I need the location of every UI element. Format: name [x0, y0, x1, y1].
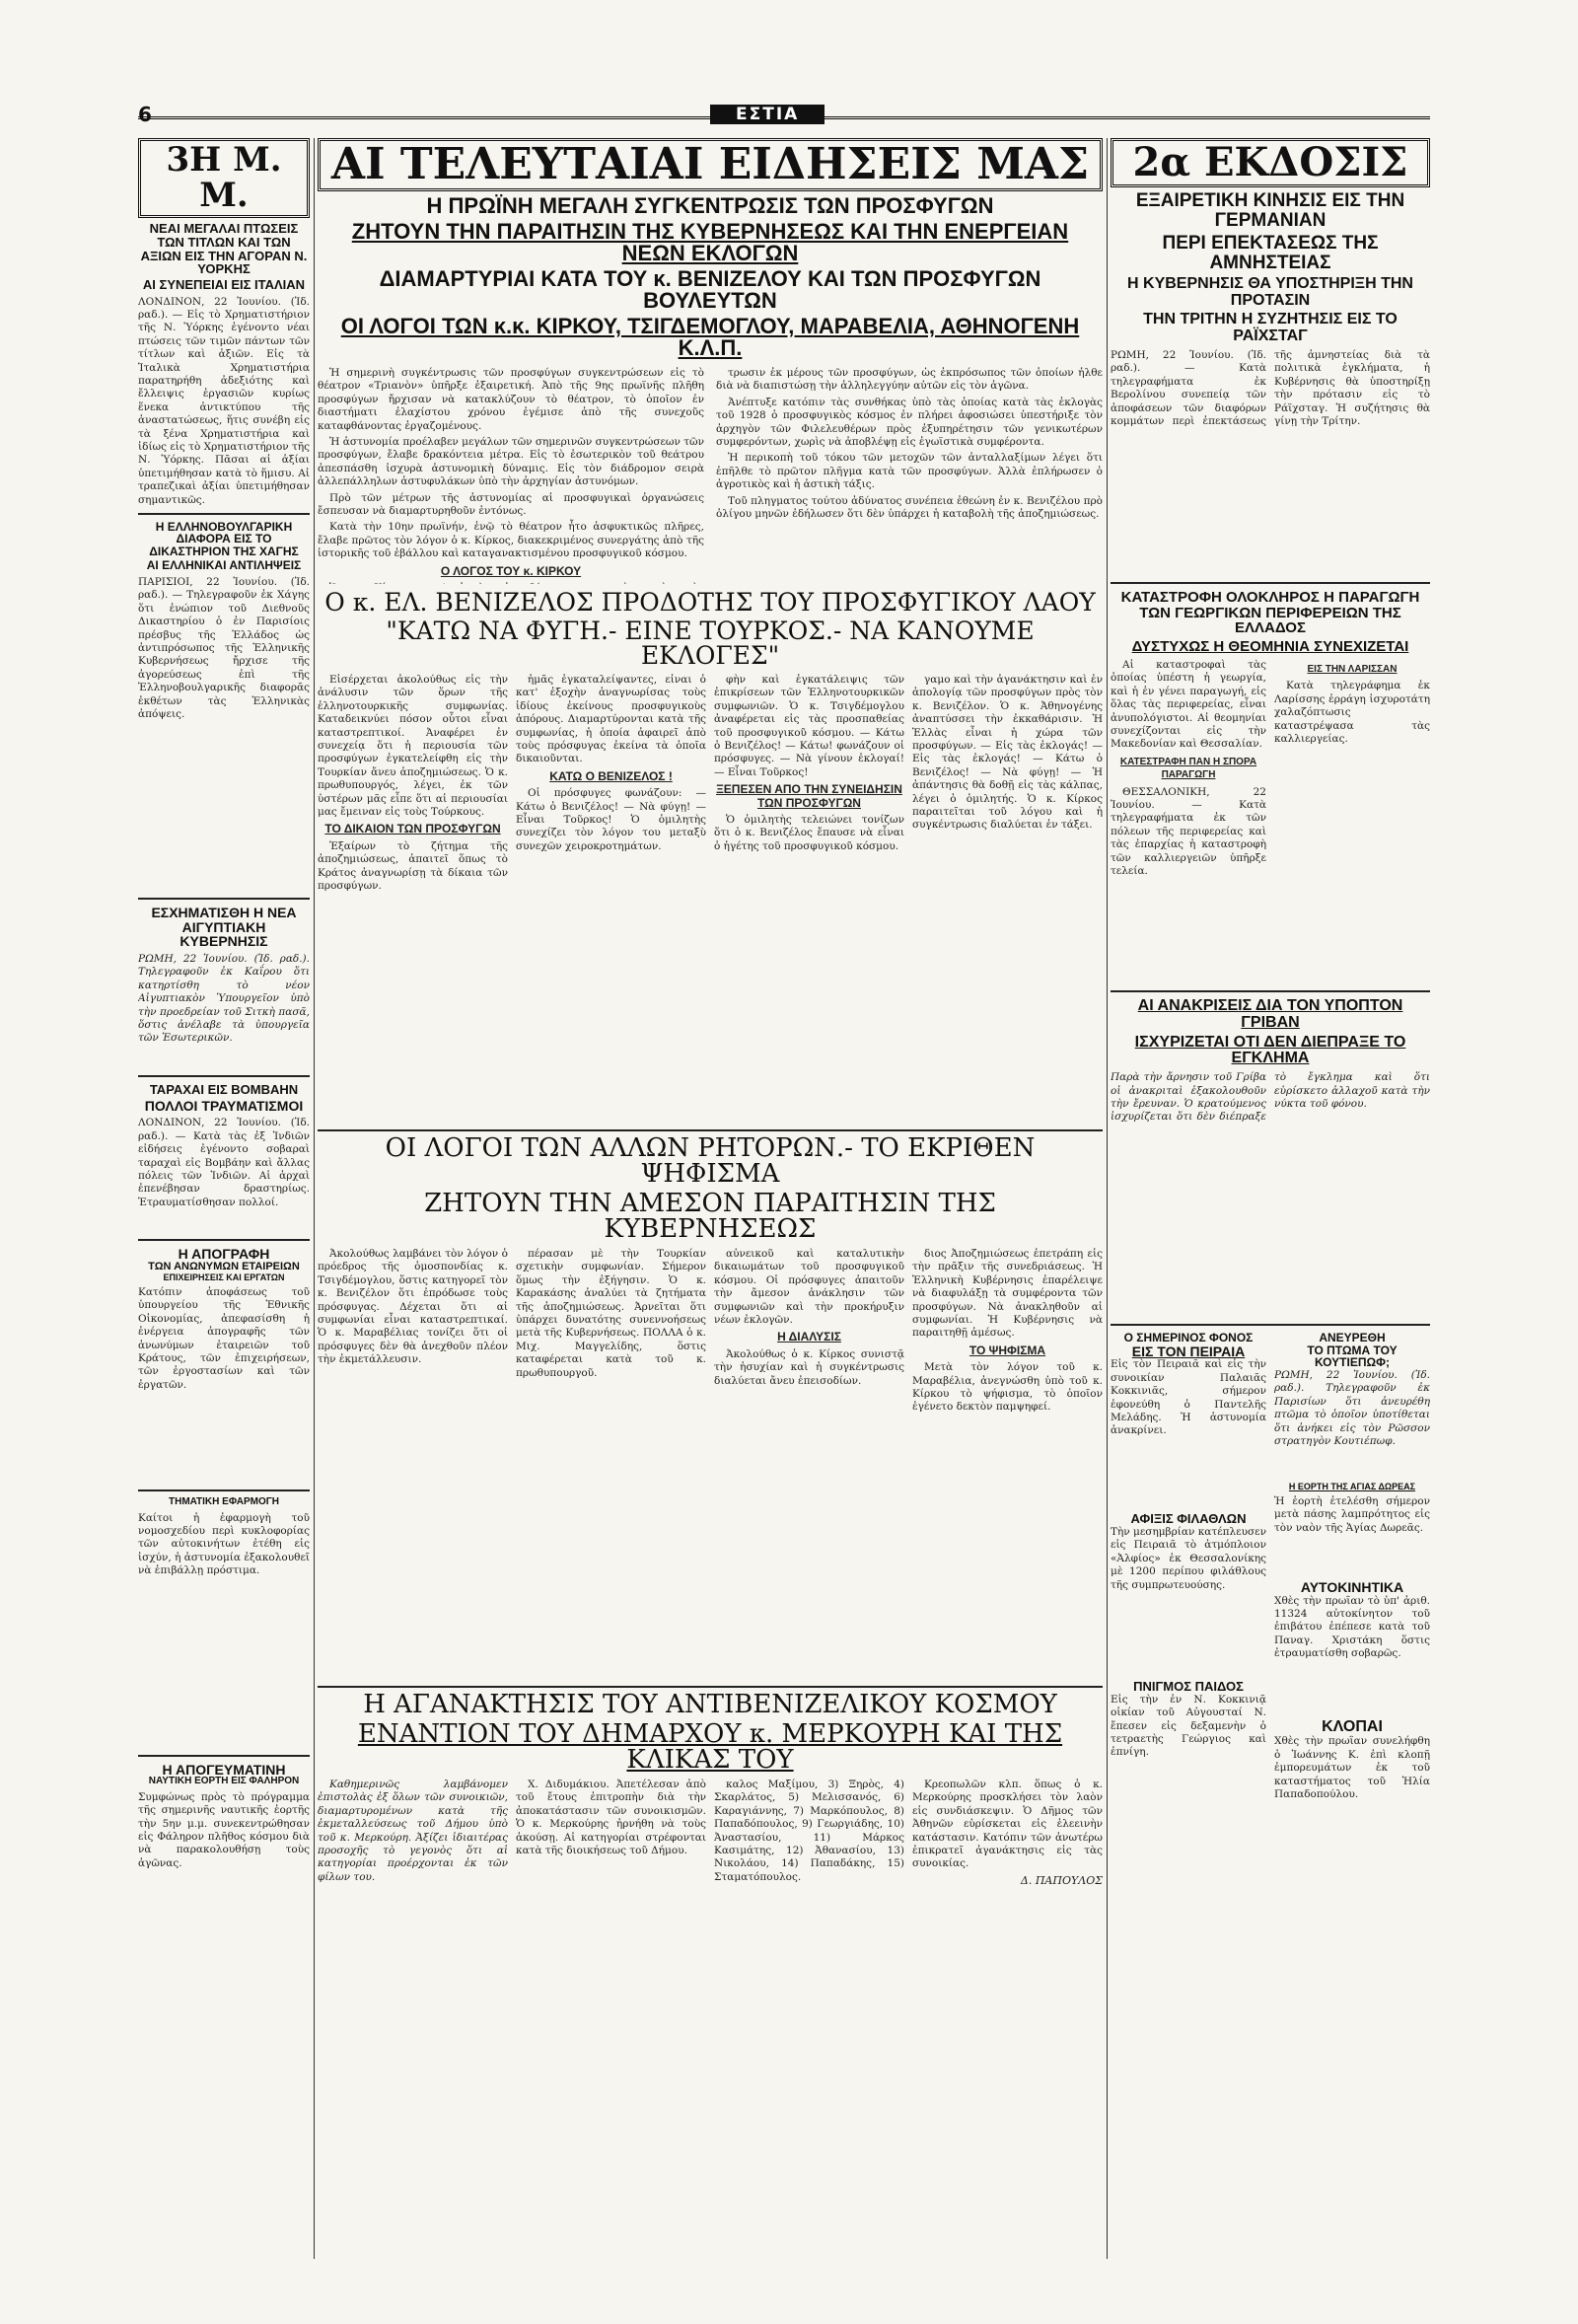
section-banner: ΕΝΑΝΤΙΟΝ ΤΟΥ ΔΗΜΑΡΧΟΥ κ. ΜΕΡΚΟΥΡΗ ΚΑΙ ΤΗΣ ΚΛΙΚΑΣ ΤΟΥ	[357, 1719, 1063, 1775]
column-divider	[1107, 138, 1108, 2259]
article-column	[1274, 1332, 1430, 2101]
deck-headline: Η ΠΡΩΪΝΗ ΜΕΓΑΛΗ ΣΥΓΚΕΝΤΡΩΣΙΣ ΤΩΝ ΠΡΟΣΦΥΓΩΝ	[426, 193, 994, 218]
headline: ΠΝΙΓΜΟΣ ΠΑΙΔΟΣ	[1133, 1679, 1244, 1695]
article-text: Εἰς τὸν Πειραιᾶ καὶ εἰς τὴν συνοικίαν Παλαιᾶς Κοκκινιᾶς, σήμερον ἐφονεύθη ὁ Παντελῆς Μελάδης. Ἡ ἀστυνομία ἀνακρίνει.	[1111, 1358, 1266, 1437]
article-text: Ἡ ἑορτὴ ἐτελέσθη σήμερον μετὰ πάσης λαμπρότητος εἰς τὸν ναὸν τῆς Ἁγίας Δωρεᾶς.	[1274, 1494, 1430, 1534]
divider	[138, 1075, 310, 1077]
subheadline: ΑΙ ΣΥΝΕΠΕΙΑΙ ΕΙΣ ΙΤΑΛΙΑΝ	[142, 276, 306, 292]
headline: ΚΛΟΠΑΙ	[1322, 1717, 1383, 1735]
article-column: πέρασαν μὲ τὴν Τουρκίαν σχετικὴν συμφωνίαν. Σήμερον ὅμως τὴν ἐξήγησιν. Ὁ κ. Καρακάσης ἀναλύει τὰ ζητήματα τῆς ἀποζημιώσεως. Ἀρνεῖται ὅτι ὑπάρχει δυνατότης συνεννοήσεως μετὰ τῆς Κυβερνήσεως. ΠΟΛΛΑ ὁ κ. Μιχ. Μαγγελίδης, ὅστις καταφέρεται κατὰ τοῦ κ. πρωθυπουργοῦ.	[516, 1248, 706, 1379]
left-column	[138, 138, 310, 2259]
article-text: Χθὲς τὴν πρωΐαν τὸ ὑπ' ἀριθ. 11324 αὐτοκίνητον τοῦ ἐπιβάτου ἐπέπεσε κατὰ τοῦ Παναγ. Χριστάκη ὅστις ἐτραυματίσθη σοβαρῶς.	[1274, 1594, 1430, 1660]
lower-right	[1111, 1332, 1430, 2101]
headline: ΑΝΕΥΡΕΘΗ	[1319, 1332, 1386, 1345]
article-column: Κρεοπωλῶν κλπ. ὅπως ὁ κ. Μερκούρης προσκλήσει τὸν λαὸν εἰς συνδιάσκεψιν. Ὁ Δῆμος τῶν Ἀθηνῶν εὑρίσκεται εἰς ἐλεεινὴν κατάστασιν. Κατόπιν τῶν ἀνωτέρω ἐπικρατεῖ ἀγανάκτησις εἰς τὰς συνοικίας. Δ. ΠΑΠΟΥΛΟΣ	[912, 1779, 1103, 1887]
article-text: Κατόπιν ἀποφάσεως τοῦ ὑπουργείου τῆς Ἐθνικῆς Οἰκονομίας, ἀπεφασίσθη ἡ ἐνέργεια ἀπογραφῆς τῶν ἀνωνύμων ἑταιρειῶν τοῦ Κράτους, τῶν ἐπιχειρήσεων, τῶν ἐργοστασίων καὶ τῶν ἐργατῶν.	[138, 1286, 310, 1391]
article-column: ΕΙΣ ΤΗΝ ΛΑΡΙΣΣΑΝ Κατὰ τηλεγράφημα ἐκ Λαρίσσης ἐρράγη ἰσχυροτάτη χαλαζόπτωσις καταστρέψασα τὰς καλλιεργείας.	[1274, 663, 1430, 745]
article-column: γαμο καὶ τὴν ἀγανάκτησιν καὶ ἐν ἀπολογίᾳ τῶν προσφύγων πρὸς τὸν κ. Βενιζέλον. Ὁ κ. Ἀθηνογένης ἀναπτύσσει τὴν ἐκκαθάρισιν. Ἡ Ἑλλὰς εἶναι ἡ χώρα τῶν προσφύγων. — Εἰς τὰς ἐκλογάς! — Εἰς τὰς ἐκλογάς! — Κάτω ὁ Βενιζέλος! — Νὰ φύγῃ! — Ἡ ἀπάντησις θὰ δοθῇ εἰς τὰς κάλπας, λέγει ὁ ὁμιλητής. Ὁ κ. Κίρκος παραιτεῖται τοῦ λόγου καὶ ἡ συγκέντρωσις διαλύεται ἐν τάξει.	[912, 674, 1103, 832]
divider	[138, 513, 310, 515]
article-column: Εἰσέρχεται ἀκολούθως εἰς τὴν ἀνάλυσιν τῶν ὅρων τῆς ἑλληνοτουρκικῆς συμφωνίας. Καταδεικνύει πόσον οὗτοι εἶναι καταστρεπτικοί. Ἀναφέρει ἐν συνεχείᾳ ὅτι ἡ περιουσία τῶν προσφύγων ἐγκατελείφθη εἰς τὴν Τουρκίαν ἄνευ ἀποζημιώσεως. Ὁ κ. πρωθυπουργός, λέγει, ἐκ τῶν ὑστέρων μᾶς εἶπε ὅτι αἱ περιουσίαι μας ἔμειναν εἰς τοὺς Τούρκους. ΤΟ ΔΙΚΑΙΟΝ ΤΩΝ ΠΡΟΣΦΥΓΩΝ Ἐξαίρων τὸ ζήτημα τῆς ἀποζημιώσεως, ἀπαιτεῖ ὅπως τὸ Κράτος ἀναγνωρίσῃ τὰ δίκαια τῶν προσφύγων.	[318, 674, 508, 893]
article-column: φὴν καὶ ἐγκατάλειψις τῶν ἐπικρίσεων τῶν Ἑλληνοτουρκικῶν συμφωνιῶν. Ὁ κ. Τσιγδέμογλου ἀναφέρεται εἰς τὰς προσπαθείας τοῦ προσφυγικοῦ κόσμου. — Κάτω ὁ Βενιζέλος! — Κάτω! φωνάζουν οἱ πρόσφυγες. — Νὰ γίνουν ἐκλογαί! — Εἶναι Τοῦρκος! ΞΕΠΕΣΕΝ ΑΠΟ ΤΗΝ ΣΥΝΕΙΔΗΣΙΝ ΤΩΝ ΠΡΟΣΦΥΓΩΝ Ὁ ὁμιλητὴς τελειώνει τονίζων ὅτι ὁ κ. Βενιζέλος ἔπαυσε νὰ εἶναι ὁ ἡγέτης τοῦ προσφυγικοῦ κόσμου.	[714, 674, 904, 852]
quote-banner: "ΚΑΤΩ ΝΑ ΦΥΓΗ.- ΕΙΝΕ ΤΟΥΡΚΟΣ.- ΝΑ ΚΑΝΟΥΜΕ ΕΚΛΟΓΕΣ"	[386, 617, 1035, 670]
edition-label: 2α ΕΚΔΟΣΙΣ	[1111, 138, 1430, 187]
headline: ΠΕΡΙ ΕΠΕΚΤΑΣΕΩΣ ΤΗΣ ΑΜΝΗΣΤΕΙΑΣ	[1162, 232, 1379, 273]
headline: ΑΙ ΑΝΑΚΡΙΣΕΙΣ ΔΙΑ ΤΟΝ ΥΠΟΠΤΟΝ ΓΡΙΒΑΝ	[1137, 996, 1403, 1031]
section-banner: ΖΗΤΟΥΝ ΤΗΝ ΑΜΕΣΟΝ ΠΑΡΑΙΤΗΣΙΝ ΤΗΣ ΚΥΒΕΡΝΗΣΕΩΣ	[424, 1189, 996, 1244]
headline: ΤΗΝ ΤΡΙΤΗΝ Η ΣΥΖΗΤΗΣΙΣ ΕΙΣ ΤΟ ΡΑΪΧΣΤΑΓ	[1143, 311, 1398, 345]
article-column: Αἱ καταστροφαὶ τὰς ὁποίας ὑπέστη ἡ γεωργία, καὶ ἡ ἐν γένει παραγωγή, εἰς ὅλας τὰς περιφερείας, εἶναι ἀνυπολόγιστοι. Αἱ θεομηνίαι συνεχίζονται εἰς τὴν Μακεδονίαν καὶ Θεσσαλίαν. ΚΑΤΕΣΤΡΑΦΗ ΠΑΝ Η ΣΠΟΡΑ ΠΑΡΑΓΩΓΗ ΘΕΣΣΑΛΟΝΙΚΗ, 22 Ἰουνίου. — Κατὰ τηλεγραφήματα ἐκ τῶν πόλεων τῆς περιφερείας καὶ τὰς ἐπαρχίας ἡ καταστροφὴ τῶν καλλιεργειῶν ὑπῆρξε τελεία.	[1111, 658, 1266, 878]
headline: ΑΦΙΞΙΣ ΦΙΛΑΘΛΩΝ	[1130, 1511, 1247, 1527]
deck-headline: ΔΙΑΜΑΡΤΥΡΙΑΙ ΚΑΤΑ ΤΟΥ κ. ΒΕΝΙΖΕΛΟΥ ΚΑΙ ΤΩΝ ΠΡΟΣΦΥΓΩΝ ΒΟΥΛΕΥΤΩΝ	[379, 266, 1041, 313]
divider	[1111, 990, 1430, 992]
lead-text-right: τρωσιν ἐκ μέρους τῶν προσφύγων, ὡς ἐκπρόσωπος τῶν ὁποίων ἦλθε διὰ νὰ διαπιστώσῃ τὴν ἀλληλεγγύην αὐτῶν εἰς τὸν ἀγῶνα. Ἀνέπτυξε κατόπιν τὰς συνθήκας ὑπὸ τὰς ὁποίας κατὰ τὰς ἐκλογὰς τοῦ 1928 ὁ προσφυγικὸς κόσμος ἐν πλήρει ἀφοσιώσει ὑπεστήριξε τὸν ἀρχηγὸν τῶν Φιλελευθέρων πρὸς ἐξυπηρέτησιν τῶν γενικωτέρων συμφερόντων, χωρὶς νὰ ἀποβλέψῃ εἰς ἐγωϊστικὰ συμφέροντα. Ἡ περικοπὴ τοῦ τόκου τῶν μετοχῶν τῶν ἀνταλλαξίμων λέγει ὅτι ἐπῆλθε τὸ πρῶτον πλῆγμα κατὰ τῶν προσφύγων. Ἀλλὰ ἐπλήρωσεν ὁ ἀγροτικὸς καὶ ἡ ἀστικὴ τάξις. Τοῦ πληγματος τούτου ἀδύνατος συνέπεια ἐθεώνη ἐν κ. Βενιζέλου πρὸ ὀλίγου μηνῶν ἐδήλωσεν ὅτι δὲν ὑπάρχει ἡ καταβολὴ τῆς ἀποζημιώσεως.	[716, 367, 1103, 521]
divider	[138, 1239, 310, 1241]
lead-article	[318, 367, 1103, 584]
headline: ΕΞΑΙΡΕΤΙΚΗ ΚΙΝΗΣΙΣ ΕΙΣ ΤΗΝ ΓΕΡΜΑΝΙΑΝ	[1135, 190, 1405, 231]
subheadline: ΑΙ ΕΛΛΗΝΙΚΑΙ ΑΝΤΙΛΗΨΕΙΣ	[146, 558, 302, 573]
deck-headline: ΖΗΤΟΥΝ ΤΗΝ ΠΑΡΑΙΤΗΣΙΝ ΤΗΣ ΚΥΒΕΡΝΗΣΕΩΣ ΚΑΙ ΤΗΝ ΕΝΕΡΓΕΙΑΝ ΝΕΩΝ ΕΚΛΟΓΩΝ	[351, 219, 1069, 265]
section-banner: Η ΑΓΑΝΑΚΤΗΣΙΣ ΤΟΥ ΑΝΤΙΒΕΝΙΖΕΛΙΚΟΥ ΚΟΣΜΟΥ	[363, 1690, 1057, 1719]
headline: ΤΗΜΑΤΙΚΗ ΕΦΑΡΜΟΓΗ	[168, 1496, 279, 1508]
article-column: Ἀκολούθως λαμβάνει τὸν λόγον ὁ πρόεδρος τῆς ὁμοσπονδίας κ. Τσιγδέμογλου, ὅστις κατηγορεῖ τὸν κ. Βενιζέλον ὅτι ἐπρόδωσε τοὺς πρόσφυγας. Δέχεται ὅτι αἱ συμφωνίαι εἶναι καταστρεπτικαί. Ὁ κ. Μαραβέλιας τονίζει ὅτι οἱ πρόσφυγες δὲν θὰ ἀνεχθοῦν πλέον τὴν ἐκμετάλλευσιν.	[318, 1248, 508, 1366]
subheadline: ΕΠΙΧΕΙΡΗΣΕΙΣ ΚΑΙ ΕΡΓΑΤΩΝ	[163, 1271, 285, 1282]
divider	[138, 1755, 310, 1757]
article-text: Τὴν μεσημβρίαν κατέπλευσεν εἰς Πειραιᾶ τὸ ἀτμόπλοιον «Ἀλφίος» ἐκ Θεσσαλονίκης μὲ 1200 περίπου φιλάθλους τῆς συμπρωτευούσης.	[1111, 1526, 1266, 1591]
headline: Η ΚΥΒΕΡΝΗΣΙΣ ΘΑ ΥΠΟΣΤΗΡΙΞΗ ΤΗΝ ΠΡΟΤΑΣΙΝ	[1127, 274, 1413, 309]
article-column: ἡμᾶς ἐγκαταλείψαντες, εἶναι ὁ κατ' ἐξοχὴν ἀναγνωρίσας τοὺς ἰδίους ἐκείνους προσφυγικοὺς ἀπόρους. Διαμαρτύρονται κατὰ τῆς συμφωνίας, ἡ ὁποία ἀφαιρεῖ ἀπὸ τοὺς πρόσφυγας ἐκείνα τὰ ὁποῖα δικαιοῦνται. ΚΑΤΩ Ο ΒΕΝΙΖΕΛΟΣ ! Οἱ πρόσφυγες φωνάζουν: — Κάτω ὁ Βενιζέλος! — Νὰ φύγῃ! — Εἶναι Τοῦρκος! Ὁ ὁμιλητὴς συνεχίζει τὸν λόγον του μεταξὺ συνεχῶν χειροκροτημάτων.	[516, 674, 706, 852]
article-column: Χ. Διδυμάκιου. Ἀπετέλεσαν ἀπὸ τοῦ ἔτους ἐπιτροπὴν διὰ τὴν ἀποκατάστασιν τῶν συνοικισμῶν. Ὁ κ. Μερκούρης ἠρνήθη νὰ τοὺς ἀκούσῃ. Αἱ κατηγορίαι στρέφονται κατὰ τῆς διοικήσεως τοῦ Δήμου.	[516, 1779, 706, 1857]
subheadline: ΙΣΧΥΡΙΖΕΤΑΙ ΟΤΙ ΔΕΝ ΔΙΕΠΡΑΞΕ ΤΟ ΕΓΚΛΗΜΑ	[1134, 1033, 1406, 1067]
article-text: Συμφώνως πρὸς τὸ πρόγραμμα τῆς σημερινῆς ναυτικῆς ἑορτῆς τὴν 5ην μ.μ. συνεκεντρώθησαν εἰς Φάληρον πλῆθος κόσμου διὰ νὰ παρακολουθήσῃ τοὺς ἀγῶνας.	[138, 1790, 310, 1869]
mayor-article	[318, 1779, 1103, 2065]
article-text: Χθὲς τὴν πρωΐαν συνελήφθη ὁ Ἰωάννης Κ. ἐπὶ κλοπῇ ἐμπορευμάτων ἐκ τοῦ καταστήματος τοῦ Ἠλία Παπαδοπούλου.	[1274, 1735, 1430, 1801]
headline: ΑΥΤΟΚΙΝΗΤΙΚΑ	[1300, 1578, 1404, 1595]
speakers-article	[318, 1248, 1103, 1682]
quote-article	[318, 674, 1103, 1126]
subheadline: ΔΥΣΤΥΧΩΣ Η ΘΕΟΜΗΝΙΑ ΣΥΝΕΧΙΖΕΤΑΙ	[1131, 638, 1409, 656]
section-banner: ΟΙ ΛΟΓΟΙ ΤΩΝ ΑΛΛΩΝ ΡΗΤΟΡΩΝ.- ΤΟ ΕΚΡΙΘΕΝ ΨΗΦΙΣΜΑ	[385, 1133, 1036, 1189]
article-text: ΛΟΝΔΙΝΟΝ, 22 Ἰουνίου. (Ἰδ. ραδ.). — Κατὰ τὰς ἐξ Ἰνδιῶν εἰδήσεις ἐγένοντο σοβαραὶ ταραχαὶ εἰς Βομβάην καὶ ἄλλας πόλεις τῶν Ἰνδιῶν. Αἱ ἀρχαὶ ἐπενέβησαν δραστηρίως. Ἐτραυματίσθησαν πολλοί.	[138, 1117, 310, 1208]
subheadline: ΤΩΝ ΑΝΩΝΥΜΩΝ ΕΤΑΙΡΕΙΩΝ	[148, 1261, 300, 1273]
section-heading: Ο ΛΟΓΟΣ ΤΟΥ κ. ΚΙΡΚΟΥ	[440, 563, 582, 578]
article-text: ΛΟΝΔΙΝΟΝ, 22 Ἰουνίου. (Ἰδ. ραδ.). — Εἰς τὸ Χρηματιστήριον τῆς Ν. Ὑόρκης ἐγένοντο νέαι πτώσεις τῶν τιμῶν πάντων τῶν τίτλων καὶ ἀξιῶν. Εἰς τὰ Ἰταλικὰ Χρηματιστήρια παρατηρήθη ἀδεξιότης καὶ ἔλλειψις ἐργασιῶν κυρίως ἕνεκα ἀντικτύπου τῆς ἀναστατώσεως, ἥτις συνέβη εἰς τὰ ξένα Χρηματιστήρια καὶ ἰδίως εἰς τὸ Χρηματιστήριον τῆς Ν. Ὑόρκης. Πᾶσαι αἱ ἀξίαι ὑπετιμήθησαν κατὰ τὸ ἥμισυ. Αἱ τραπεζικαὶ ἀξίαι ὑπετιμήθησαν σημαντικῶς.	[138, 295, 310, 506]
right-column	[1111, 138, 1430, 2259]
headline: Η ΕΛΛΗΝΟΒΟΥΛΓΑΡΙΚΗ ΔΙΑΦΟΡΑ ΕΙΣ ΤΟ ΔΙΚΑΣΤΗΡΙΟΝ ΤΗΣ ΧΑΓΗΣ	[149, 519, 299, 558]
headline: Η ΑΠΟΓΡΑΦΗ	[178, 1246, 270, 1263]
article-text: Παρὰ τὴν ἄρνησιν τοῦ Γρίβα οἱ ἀνακριταὶ ἐξακολουθοῦν τὴν ἔρευναν. Ὁ κρατούμενος ἰσχυρίζεται ὅτι δὲν διέπραξε τὸ ἔγκλημα καὶ ὅτι εὑρίσκετο ἀλλαχοῦ κατὰ τὴν νύκτα τοῦ φόνου.	[1111, 1071, 1430, 1124]
headline: ΤΑΡΑΧΑΙ ΕΙΣ ΒΟΜΒΑΗΝ	[149, 1082, 299, 1098]
section-heading: Η ΕΟΡΤΗ ΤΗΣ ΑΓΙΑΣ ΔΩΡΕΑΣ	[1288, 1481, 1416, 1491]
column-divider	[314, 138, 315, 2259]
article-text: ΡΩΜΗ, 22 Ἰουνίου. (Ἰδ. ραδ.). — Κατὰ τηλεγραφήματα ἐκ Βερολίνου συνεπείᾳ τῶν ἀποφάσεων τῶν διαφόρων κομμάτων περὶ ἐπεκτάσεως τῆς ἀμνηστείας διὰ τὰ πολιτικὰ ἐγκλήματα, ἡ Κυβέρνησις θὰ ὑποστηρίξῃ τὴν πρότασιν εἰς τὸ Ράϊχσταγ. Ἡ συζήτησις θὰ γίνῃ τὴν Τρίτην.	[1111, 348, 1430, 427]
headline: ΝΕΑΙ ΜΕΓΑΛΑΙ ΠΤΩΣΕΙΣ ΤΩΝ ΤΙΤΛΩΝ ΚΑΙ ΤΩΝ ΑΞΙΩΝ ΕΙΣ ΤΗΝ ΑΓΟΡΑΝ Ν. ΥΟΡΚΗΣ	[140, 221, 308, 277]
article-text: Καίτοι ἡ ἐφαρμογὴ τοῦ νομοσχεδίου περὶ κυκλοφορίας τῶν αὐτοκινήτων ἐτέθη εἰς ἰσχύν, ἡ ἀστυνομία ἐξακολουθεῖ νὰ ἐπιβάλλῃ πρόστιμα.	[138, 1511, 310, 1577]
subheadline: ΕΙΣ ΤΟΝ ΠΕΙΡΑΙΑ	[1131, 1343, 1246, 1359]
subheadline: ΝΑΥΤΙΚΗ ΕΟΡΤΗ ΕΙΣ ΦΑΛΗΡΟΝ	[148, 1776, 300, 1787]
article-column	[1111, 1332, 1266, 2101]
divider	[138, 898, 310, 900]
divider	[318, 1686, 1103, 1688]
article-column: καλος Μαξίμου, 3) Ξηρὸς, 4) Σκαρλάτος, 5) Μελισσανός, 6) Καραγιάννης, 7) Μαρκόπουλος, 8) Παπαδόπουλος, 9) Γεωργιάδης, 10) Ἀναστασίου, 11) Μάρκος Κασιμάτης, 12) Ἀθανασίου, 13) Νικολάου, 14) Παπαδάκης, 15) Σταματόπουλος.	[714, 1779, 904, 1883]
subheadline: ΤΟ ΠΤΩΜΑ ΤΟΥ ΚΟΥΤΙΕΠΩΦ;	[1307, 1343, 1398, 1370]
disaster-article	[1111, 659, 1430, 984]
article-column: διος Ἀποζημιώσεως ἐπετράπη εἰς τὴν πρᾶξιν τῆς συνεδριάσεως. Ἡ Ἑλληνικὴ Κυβέρνησις ἐπαρέλειψε νὰ διαφυλάξῃ τὰ συμφέροντα τῶν προσφύγων. Νὰ ἀνακληθοῦν αἱ συμφωνίαι. Ἡ Κυβέρνησις νὰ παραιτηθῇ ἀμέσως. ΤΟ ΨΗΦΙΣΜΑ Μετὰ τὸν λόγον τοῦ κ. Μαραβέλια, ἀνεγνώσθη ὑπὸ τοῦ κ. Κίρκου τὸ ψήφισμα, τὸ ὁποῖον ἐγένετο δεκτὸν παμψηφεί.	[912, 1248, 1103, 1414]
headline: ΚΑΤΑΣΤΡΟΦΗ ΟΛΟΚΛΗΡΟΣ Η ΠΑΡΑΓΩΓΗ ΤΩΝ ΓΕΩΡΓΙΚΩΝ ΠΕΡΙΦΕΡΕΙΩΝ ΤΗΣ ΕΛΛΑΔΟΣ	[1120, 588, 1420, 637]
article-text: ΠΑΡΙΣΙΟΙ, 22 Ἰουνίου. (Ἰδ. ραδ.). — Τηλεγραφοῦν ἐκ Χάγης ὅτι ἐνώπιον τοῦ Διεθνοῦς Δικαστηρίου ὁ ἐν Παρισίοις πρέσβυς τῆς Ἑλλάδος ὡς ἀντιπρόσωπος τῆς Ἑλληνικῆς Κυβερνήσεως ἤρχισε τῆς ἀγορεύσεως ἐπὶ τῆς Ἑλληνοβουλγαρικῆς διαφορᾶς ἐκθέτων τὰς Ἑλληνικὰς ἀπόψεις.	[138, 575, 310, 721]
divider	[1111, 1324, 1430, 1326]
article-column: Καθημερινῶς λαμβάνομεν ἐπιστολὰς ἐξ ὅλων τῶν συνοικιῶν, διαμαρτυρομένων κατὰ τῆς ἐκμεταλλεύσεως τοῦ Δήμου ὑπὸ τοῦ κ. Μερκούρη. Ἀξίζει ἰδιαιτέρας προσοχῆς τὸ γεγονὸς ὅτι αἱ κατηγορίαι προέρχονται ἐκ τῶν φίλων του.	[318, 1779, 508, 1883]
deck-headline: ΟΙ ΛΟΓΟΙ ΤΩΝ κ.κ. ΚΙΡΚΟΥ, ΤΣΙΓΔΕΜΟΓΛΟΥ, ΜΑΡΑΒΕΛΙΑ, ΑΘΗΝΟΓΕΝΗ Κ.Λ.Π.	[340, 314, 1080, 360]
divider	[1111, 582, 1430, 584]
page-number: 6	[138, 103, 152, 126]
main-banner: ΑΙ ΤΕΛΕΥΤΑΙΑΙ ΕΙΔΗΣΕΙΣ ΜΑΣ	[318, 138, 1103, 191]
headline: Ο ΣΗΜΕΡΙΝΟΣ ΦΟΝΟΣ	[1123, 1332, 1254, 1345]
signature: Δ. ΠΑΠΟΥΛΟΣ	[1020, 1873, 1103, 1887]
article-text: ΡΩΜΗ, 22 Ἰουνίου. (Ἰδ. ραδ.). Τηλεγραφοῦν ἐκ Παρισίων ὅτι ἀνευρέθη πτῶμα τὸ ὁποῖον ὑποτίθεται ὅτι ἀνήκει εἰς τὸν Ρῶσσον στρατηγὸν Κουτιέπωφ.	[1274, 1368, 1430, 1447]
article-text: ΡΩΜΗ, 22 Ἰουνίου. (Ἰδ. ραδ.). Τηλεγραφοῦν ἐκ Καΐρου ὅτι κατηρτίσθη τὸ νέον Αἰγυπτιακὸν Ὑπουργεῖον ὑπὸ τὴν προεδρείαν τοῦ Σιτκὴ πασᾶ, ὅστις ἀνέλαβε τὰ ὑπουργεῖα τῶν Ἐσωτερικῶν.	[138, 953, 310, 1045]
article-column: αὐνεικοῦ καὶ καταλυτικὴν δικαιωμάτων τοῦ προσφυγικοῦ κόσμου. Οἱ πρόσφυγες ἀπαιτοῦν τὴν ἄμεσον ἀνάκλησιν τῶν συμφωνιῶν καὶ τὴν προκήρυξιν νέων ἐκλογῶν. Η ΔΙΑΛΥΣΙΣ Ἀκολούθως ὁ κ. Κίρκος συνιστᾷ τὴν ἡσυχίαν καὶ ἡ συγκέντρωσις διαλύεται ἄνευ ἐπεισοδίων.	[714, 1248, 904, 1387]
subheadline: ΠΟΛΛΟΙ ΤΡΑΥΜΑΤΙΣΜΟΙ	[144, 1097, 304, 1114]
headline: ΕΣΧΗΜΑΤΙΣΘΗ Η ΝΕΑ ΑΙΓΥΠΤΙΑΚΗ ΚΥΒΕΡΝΗΣΙΣ	[151, 904, 297, 950]
center-column	[318, 138, 1103, 2259]
quote-banner: Ο κ. ΕΛ. ΒΕΝΙΖΕΛΟΣ ΠΡΟΔΟΤΗΣ ΤΟΥ ΠΡΟΣΦΥΓΙΚΟΥ ΛΑΟΥ	[324, 588, 1096, 617]
divider	[318, 1129, 1103, 1131]
edition-label: 3Η Μ. Μ.	[138, 138, 310, 218]
masthead: ΕΣΤΙΑ	[710, 105, 825, 124]
article-text: Εἰς τὴν ἐν Ν. Κοκκινιᾷ οἰκίαν τοῦ Αὐγουσταί Ν. ἔπεσεν εἰς δεξαμενὴν ὁ τετραετὴς Γεώργιος καὶ ἐπνίγη.	[1111, 1693, 1266, 1759]
headline: Η ΑΠΟΓΕΥΜΑΤΙΝΗ	[162, 1761, 286, 1778]
divider	[138, 1489, 310, 1491]
lead-text-left: Ἡ σημερινὴ συγκέντρωσις τῶν προσφύγων συγκεντρώσεων εἰς τὸ θέατρον «Τριανὸν» ὑπῆρξε ἐξαιρετική. Ἀπὸ τῆς 9ης πρωϊνῆς πλῆθη προσφύγων ἤρχισαν νὰ κατακλύζουν τὸ θέατρον, τὸ ὁποῖον ἐν διαστήματι ἐλαχίστου χρόνου ἐγέμισε ἀπὸ τῆς συνεχοῦς καταφθάνοντας ἐργαζομένους. Ἡ ἀστυνομία προέλαβεν μεγάλων τῶν σημερινῶν συγκεντρώσεων τῶν προσφύγων, ἔλαβε δρακόντεια μέτρα. Εἰς τὸ ἐσωτερικὸν τοῦ θεάτρου ἀπεσπάσθη ἰσχυρὰ ἀστυνομικὴ δύναμις. Εἰς τὸν διάδρομον σειρὰ ἀλλεπάλληλων ἀστυφυλάκων ὑπὸ τὴν ἀρχηγίαν ἀστυνόμων. Πρὸ τῶν μέτρων τῆς ἀστυνομίας αἱ προσφυγικαὶ ὀργανώσεις ἔσπευσαν νὰ διαμαρτυρηθοῦν ἐντόνως. Κατὰ τὴν 10ην πρωϊνήν, ἐνῷ τὸ θέατρον ἦτο ἀσφυκτικῶς πλῆρες, ἔλαβε πρῶτος τὸν λόγον ὁ κ. Κίρκος, διακεκριμένος συνεργάτης ἀπὸ τῆς ἱστορικῆς τοῦ ἐβάλλου καὶ καταγανακτισμένου προσφυγικοῦ κόσμου. Ο ΛΟΓΟΣ ΤΟΥ κ. ΚΙΡΚΟΥ	[318, 367, 704, 578]
